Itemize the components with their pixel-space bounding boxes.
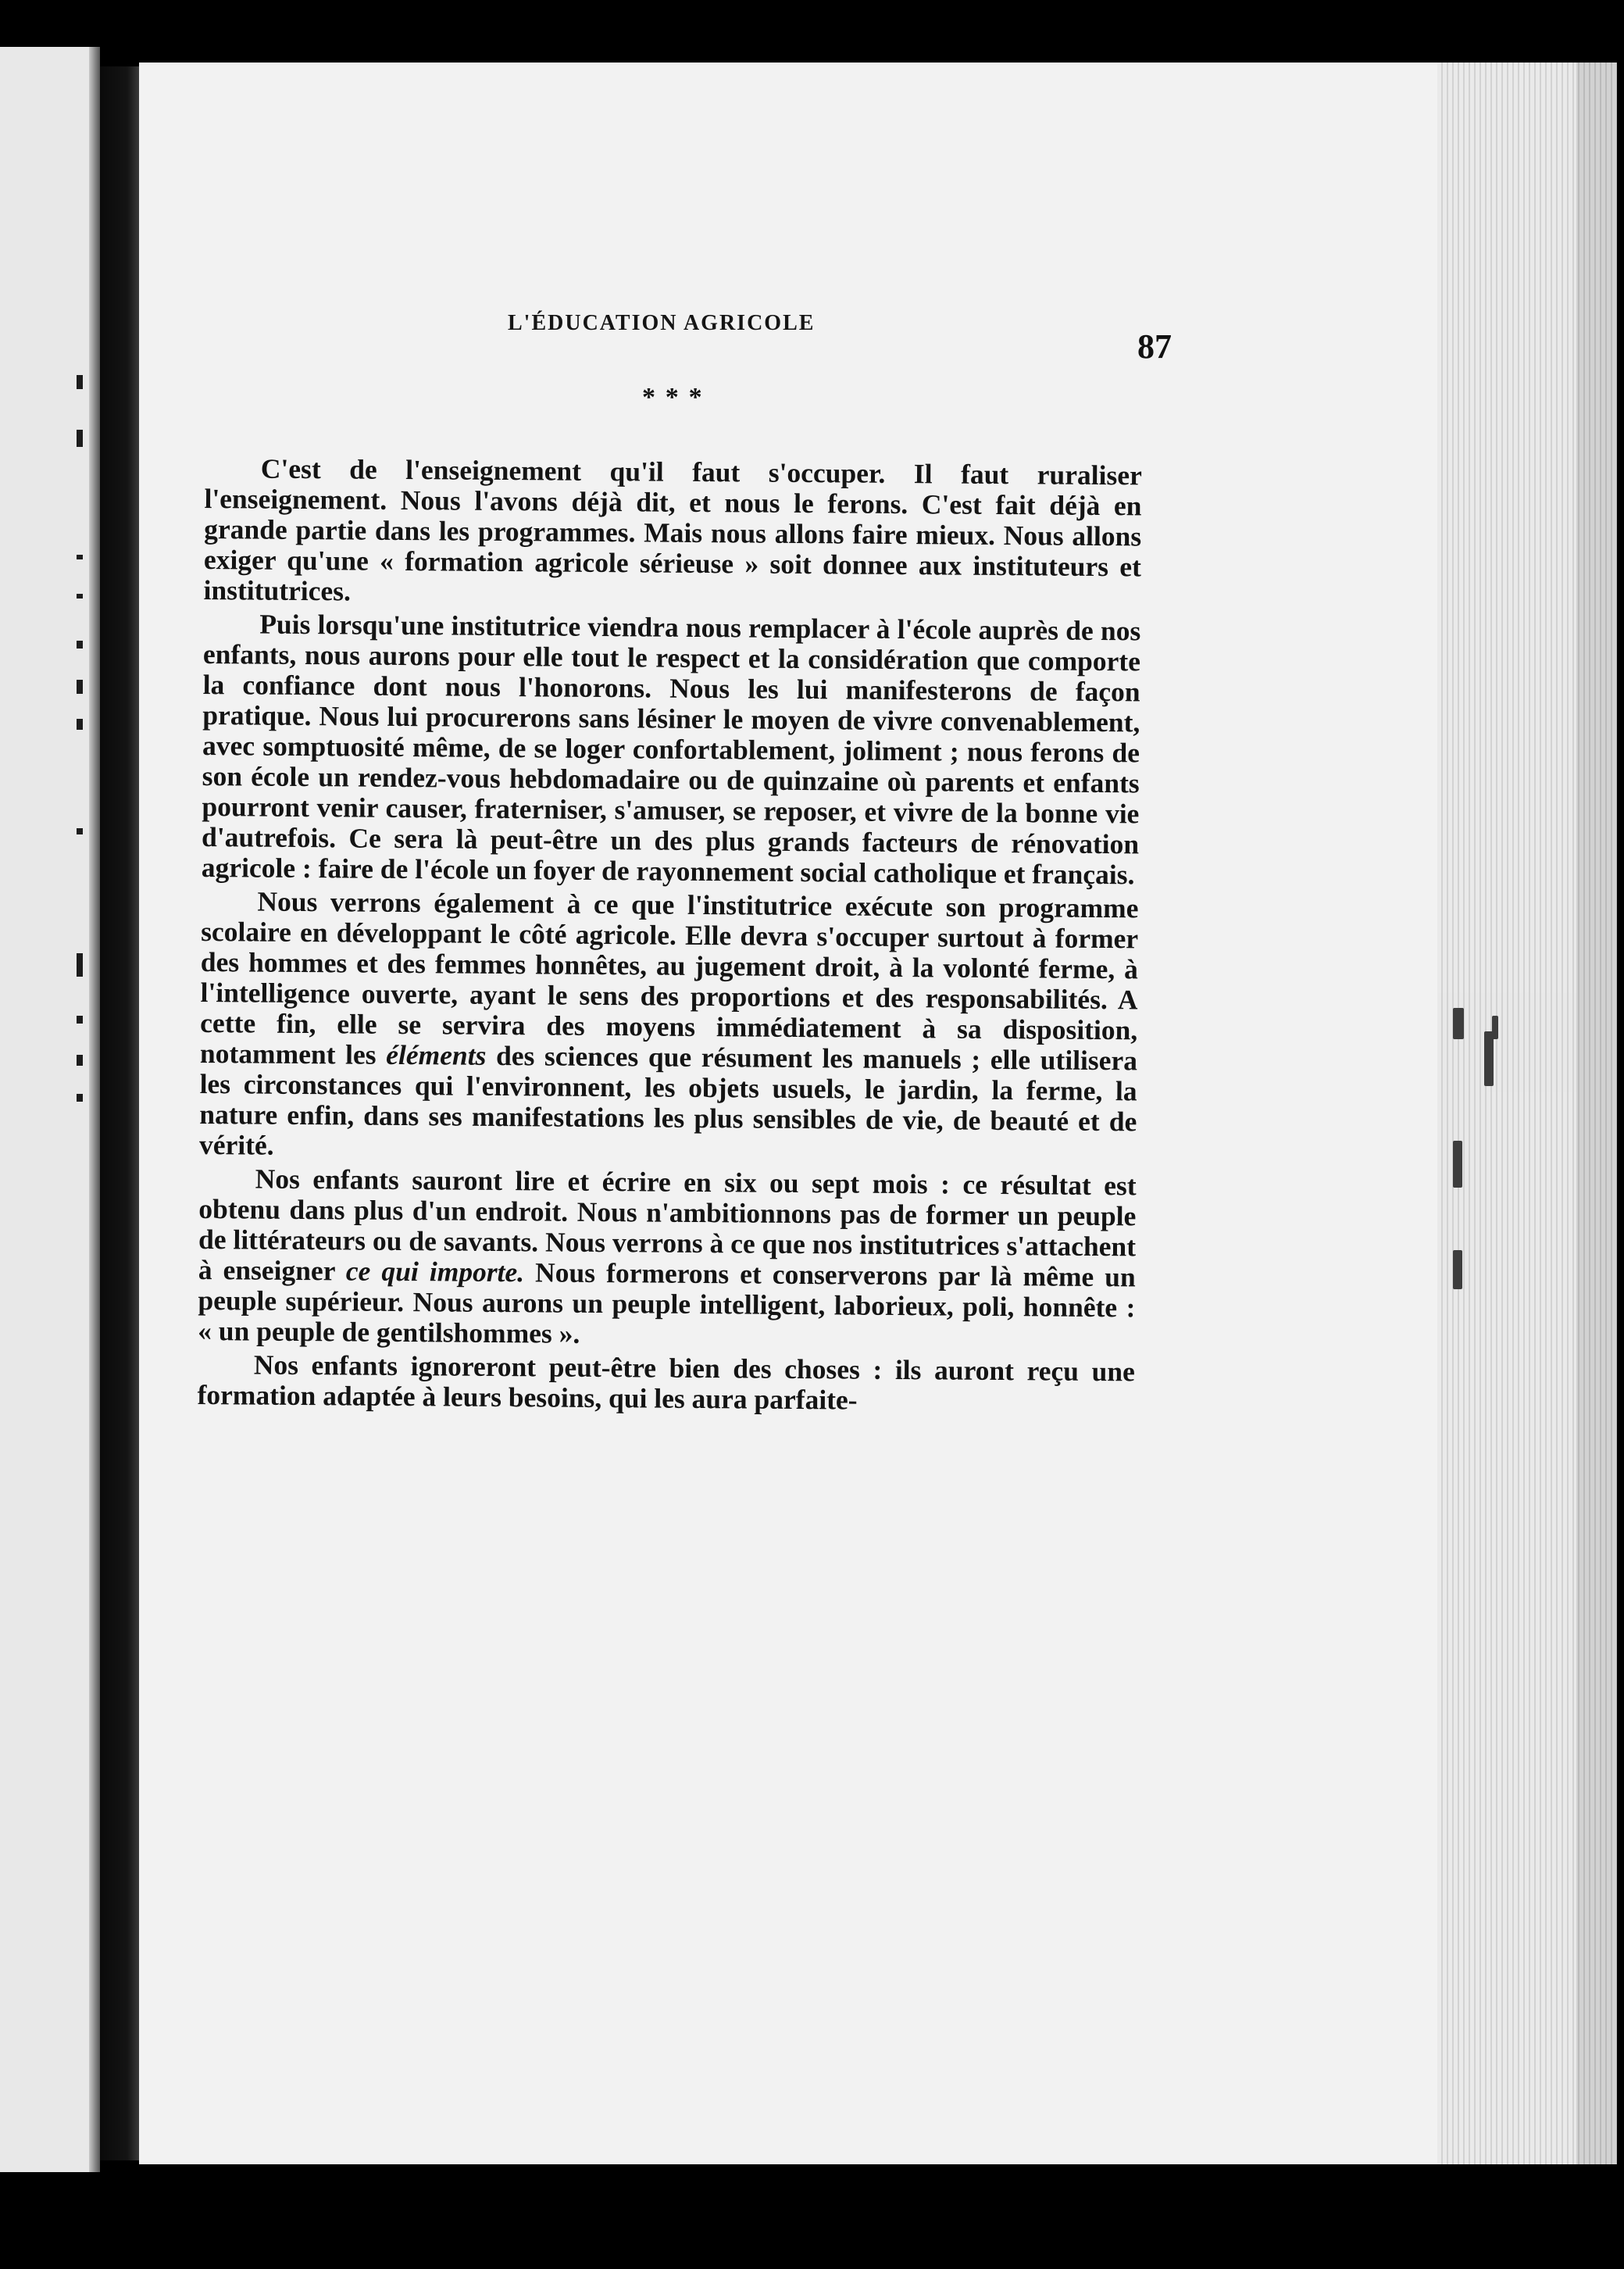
page-fore-edge bbox=[1437, 63, 1617, 2164]
paragraph: Nos enfants ignoreront peut-être bien des choses : ils auront reçu une formation adaptée à leurs besoins, qui les aura parfaite- bbox=[197, 1349, 1135, 1416]
paragraph: C'est de l'enseignement qu'il faut s'occuper. Il faut ruraliser l'enseignement. Nous l'avons déjà dit, et nous le ferons. C'est fait déjà en grande partie dans les programmes. Mais nous allons faire mieux. Nous allons exiger qu'une « formation agricole sérieuse » soit donnee aux instituteurs et institutrices. bbox=[203, 452, 1142, 607]
paragraph bbox=[199, 886, 1139, 1167]
facing-page-glyph bbox=[77, 680, 83, 694]
edge-mark bbox=[1453, 1008, 1464, 1039]
running-head: L'ÉDUCATION AGRICOLE bbox=[508, 311, 816, 335]
facing-page-glyph bbox=[77, 594, 83, 599]
paragraph-text: Nous formerons et conserverons par là même un peuple supérieur. Nous aurons un peuple intelligent, laborieux, poli, honnête : « un peuple de gentilshommes ». bbox=[198, 1256, 1136, 1349]
facing-page-glyph bbox=[77, 430, 83, 447]
facing-page-edge bbox=[0, 47, 100, 2172]
facing-page-glyph bbox=[77, 375, 83, 389]
facing-page-glyph bbox=[77, 828, 83, 834]
facing-page-glyph bbox=[77, 1055, 83, 1066]
facing-page-glyph bbox=[77, 555, 83, 559]
facing-page-glyph bbox=[77, 641, 83, 649]
gutter-shadow bbox=[89, 47, 100, 2172]
paragraph bbox=[198, 1163, 1137, 1353]
paragraph-text: Nos enfants sauront lire et écrire en six ou sept mois : ce résultat est obtenu dans plus d'un endroit. Nous n'ambitionnons pas de former un peuple de littérateurs ou de savants. Nous verrons à ce que nos institutrices s'attachent à enseigner bbox=[198, 1163, 1137, 1287]
body-text bbox=[197, 453, 1142, 1420]
paragraph-text: Nous verrons également à ce que l'institutrice exécute son programme scolaire en développant le côté agricole. Elle devra s'occuper surtout à former des hommes et des femmes honnêtes, au jugement droit, à la volonté ferme, à l'intelligence ouverte, ayant le sens des proportions et des responsabilités. A cette fin, elle se servira des moyens immédiatement à sa disposition, notamment les bbox=[199, 885, 1139, 1070]
facing-page-glyph bbox=[77, 1094, 83, 1102]
edge-mark bbox=[1453, 1250, 1462, 1289]
paragraph: Puis lorsqu'une institutrice viendra nous remplacer à l'école auprès de nos enfants, nous aurons pour elle tout le respect et la considération que comporte la confiance dont nous l'honorons. Nous les lui manifesterons de façon pratique. Nous lui procurerons sans lésiner le moyen de vivre convenablement, avec somptuosité même, de se loger confortablement, joliment ; nous ferons de son école un rendez-vous hebdomadaire ou de quinzaine où parents et enfants pourront venir causer, fraterniser, s'amuser, se reposer, et vivre de la bonne vie d'autrefois. Ce sera là peut-être un des plus grands facteurs de rénovation agricole : faire de l'école un foyer de rayonnement social catholique et français. bbox=[201, 608, 1141, 891]
italic-term: ce qui importe. bbox=[345, 1255, 525, 1288]
paragraph-text: des sciences que résument les manuels ; elle utilisera les circonstances qui l'environnent, les objets usuels, le jardin, la ferme, la nature enfin, dans ses manifestations les plus sensibles de vie, de beauté et de vérité. bbox=[198, 1039, 1138, 1161]
edge-mark bbox=[1492, 1016, 1498, 1039]
italic-term: éléments bbox=[386, 1038, 487, 1071]
facing-page-glyph bbox=[77, 1016, 83, 1024]
binding-shadow bbox=[100, 66, 139, 2160]
edge-mark bbox=[1484, 1031, 1494, 1086]
facing-page-glyph bbox=[77, 953, 83, 977]
section-asterism: * * * bbox=[642, 383, 705, 412]
edge-mark bbox=[1453, 1141, 1462, 1188]
facing-page-glyph bbox=[77, 719, 83, 730]
page-number: 87 bbox=[1137, 327, 1172, 366]
